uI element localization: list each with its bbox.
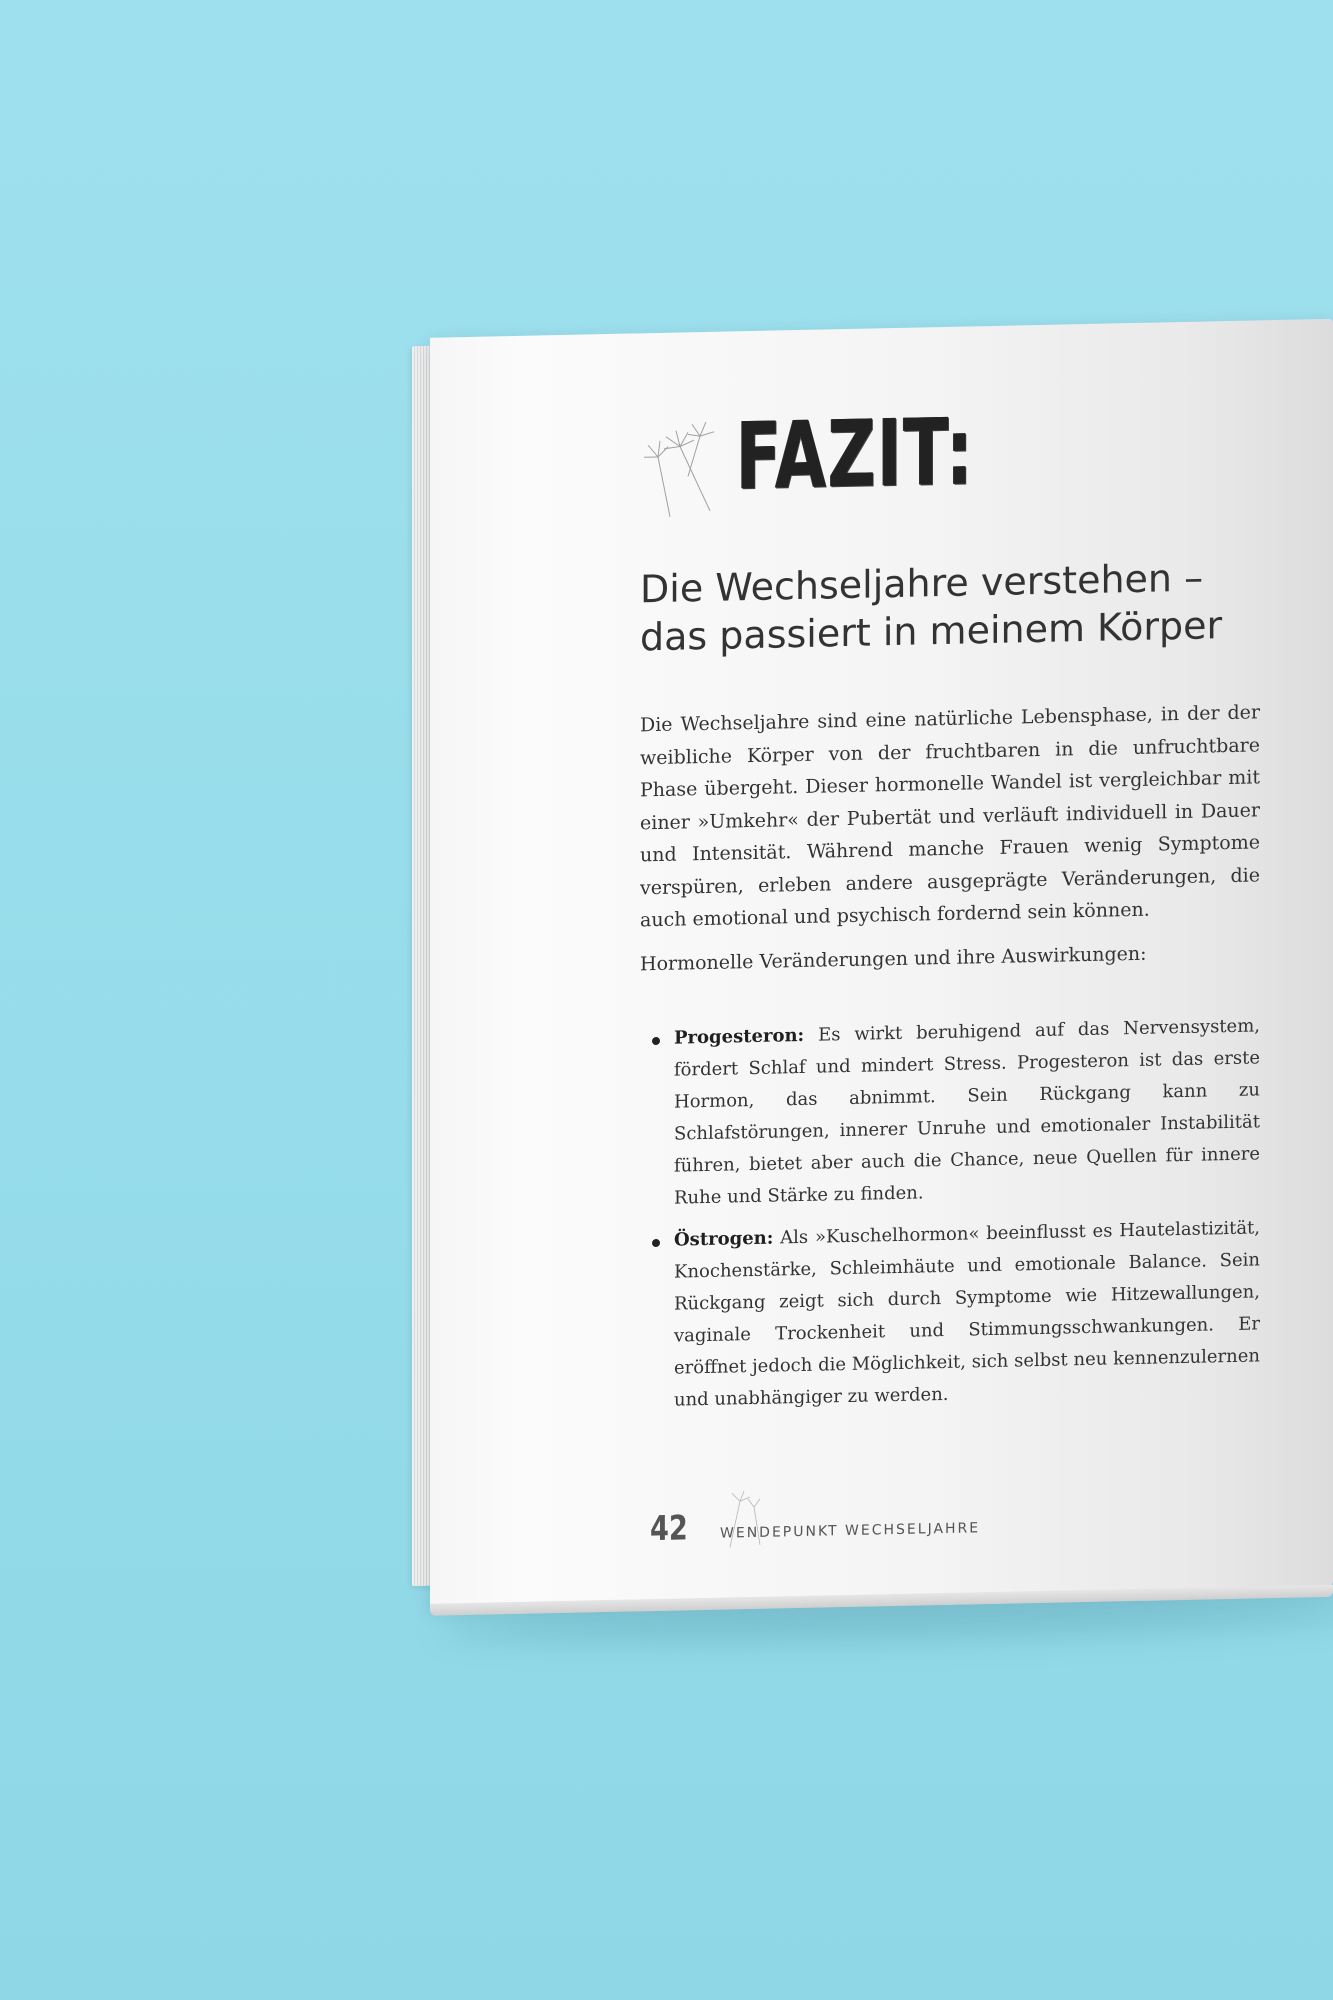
page-number: 42 [650,1508,688,1550]
subtitle-line-2: das passiert in meinem Körper [640,603,1223,660]
list-item [640,1212,1260,1417]
dandelion-seeds-icon [640,415,732,527]
page-content [640,320,1285,1550]
list-item-text: Es wirkt beruhigend auf das Nervensystem, fördert Schlaf und mindert Stress. Progesteron ist das erste Hormon, das abnimmt. Sein Rückgang kann zu Schlafstörungen, innerer Unruhe und emotionaler Instabilität führen, bietet aber auch die Chance, neue Quellen für innere Ruhe und Stärke zu finden. [674,1015,1260,1209]
running-title: WENDEPUNKT WECHSELJAHRE [720,1520,981,1542]
list-item [640,1010,1260,1215]
heading-row [640,398,1040,533]
page-heading: FAZIT: [736,398,975,511]
bullet-icon [652,1037,660,1045]
page-subtitle [640,552,1280,661]
list-intro: Hormonelle Veränderungen und ihre Auswirkungen: [640,942,1147,976]
subtitle-line-1: Die Wechseljahre verstehen – [640,555,1204,612]
hormone-list [640,1010,1260,1427]
list-item-term: Progesteron: [674,1024,805,1049]
dandelion-seeds-icon [710,1486,780,1557]
book-mockup [418,319,1333,1638]
body-paragraph: Die Wechseljahre sind eine natürliche Lebensphase, in der der weibliche Körper von der fruchtbaren in die unfruchtbare Phase übergeht. Dieser hormonelle Wandel ist vergleichbar mit einer »Umkehr« der Pubertät und verläuft individuell in Dauer und Intensität. Während manche Frauen wenig Symptome verspüren, erleben andere ausgeprägte Veränderungen, die auch emotional und psychisch fordernd sein können. [640,701,1260,932]
list-item-term: Östrogen: [674,1227,774,1251]
book-page [430,319,1333,1606]
page-footer [650,1495,1050,1563]
list-item-text: Als »Kuschelhormon« beeinflusst es Hautelastizität, Knochenstärke, Schleimhäute und emotionale Balance. Sein Rückgang zeigt sich durch Symptome wie Hitzewallungen, vaginale Trockenheit und Stimmungsschwankungen. Er eröffnet jedoch die Möglichkeit, sich selbst neu kennenzulernen und unabhängiger zu werden. [674,1217,1260,1411]
bullet-icon [652,1239,660,1247]
